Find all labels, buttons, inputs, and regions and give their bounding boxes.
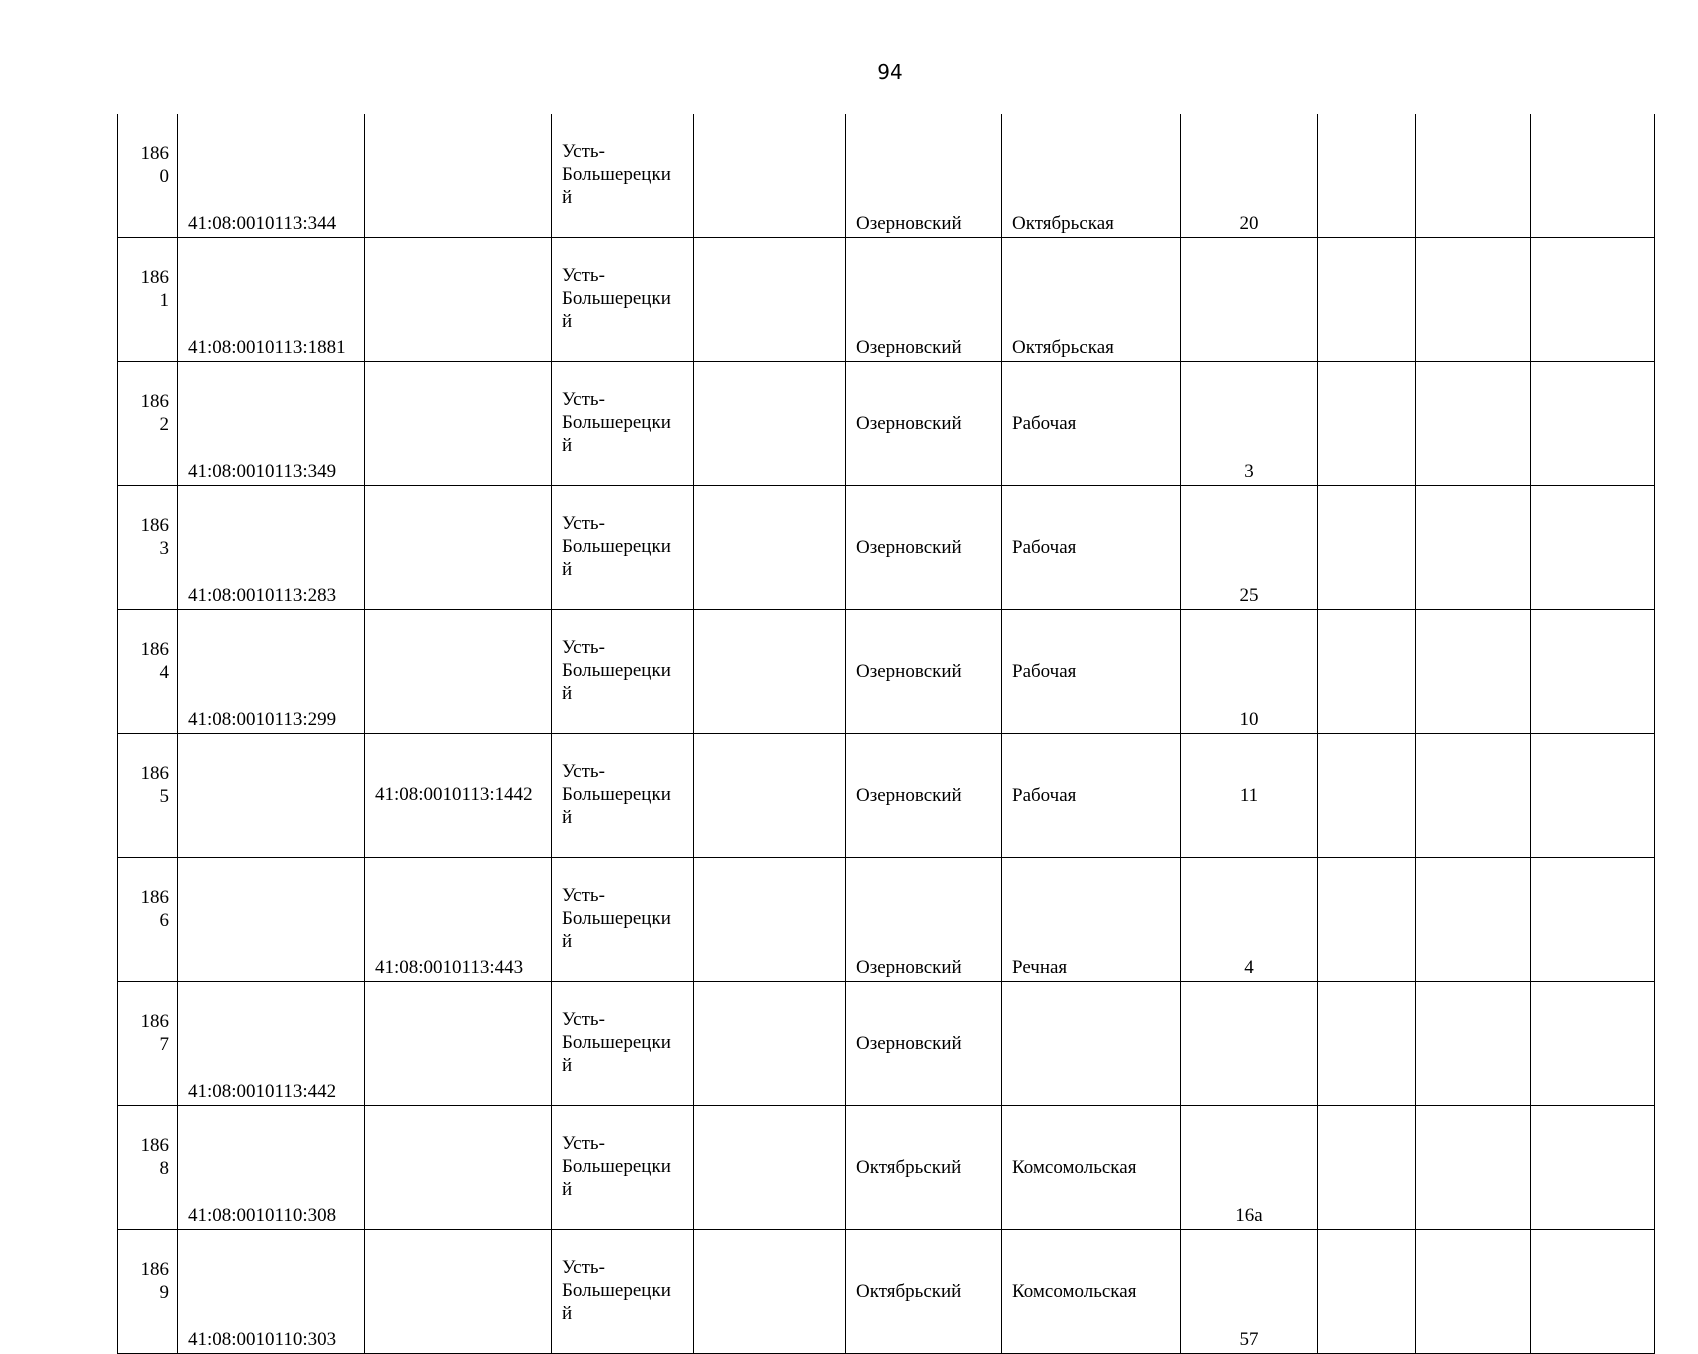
table-row: [118, 610, 1655, 734]
district-line: й: [562, 807, 573, 828]
empty-cell: [1318, 858, 1416, 982]
district-line: й: [562, 435, 573, 456]
district-line: Большерецки: [562, 288, 671, 309]
blank-cell: [694, 486, 846, 610]
house-number-cell: [1181, 238, 1318, 362]
row-number-part: 0: [159, 166, 169, 187]
empty-cell: [1318, 114, 1416, 238]
district-line: Большерецки: [562, 784, 671, 805]
empty-cell: [1531, 1230, 1655, 1354]
empty-cell: [1416, 486, 1531, 610]
district-cell: [552, 362, 694, 486]
district-line: Усть-: [562, 389, 605, 410]
cadastral-number-2-cell: [365, 486, 552, 610]
cadastral-number-cell: 41:08:0010113:349: [178, 362, 365, 486]
row-number-cell: [118, 362, 178, 486]
street-cell: Октябрьская: [1002, 114, 1181, 238]
district-cell: [552, 734, 694, 858]
street-cell: Комсомольская: [1002, 1230, 1181, 1354]
empty-cell: [1416, 238, 1531, 362]
empty-cell: [1531, 486, 1655, 610]
district-line: Усть-: [562, 761, 605, 782]
empty-cell: [1416, 114, 1531, 238]
empty-cell: [1318, 238, 1416, 362]
settlement-cell: Октябрьский: [846, 1230, 1002, 1354]
cadastral-number-2-cell: [365, 1106, 552, 1230]
row-number-part: 6: [159, 910, 169, 931]
row-number-part: 186: [140, 267, 169, 288]
row-number-cell: [118, 858, 178, 982]
blank-cell: [694, 734, 846, 858]
empty-cell: [1531, 362, 1655, 486]
district-line: Большерецки: [562, 1280, 671, 1301]
blank-cell: [694, 362, 846, 486]
empty-cell: [1531, 238, 1655, 362]
blank-cell: [694, 858, 846, 982]
street-cell: Комсомольская: [1002, 1106, 1181, 1230]
house-number-cell: 3: [1181, 362, 1318, 486]
settlement-cell: Озерновский: [846, 362, 1002, 486]
table-row: [118, 858, 1655, 982]
cadastral-number-2-cell: 41:08:0010113:1442: [365, 734, 552, 858]
district-line: Усть-: [562, 1257, 605, 1278]
district-cell: [552, 1106, 694, 1230]
district-line: Усть-: [562, 885, 605, 906]
table-row: [118, 1106, 1655, 1230]
house-number-cell: 4: [1181, 858, 1318, 982]
settlement-cell: Октябрьский: [846, 1106, 1002, 1230]
registry-table: [117, 114, 1655, 1354]
row-number-cell: [118, 610, 178, 734]
cadastral-number-cell: 41:08:0010110:308: [178, 1106, 365, 1230]
district-line: й: [562, 1303, 573, 1324]
empty-cell: [1416, 858, 1531, 982]
street-cell: Речная: [1002, 858, 1181, 982]
settlement-cell: Озерновский: [846, 486, 1002, 610]
row-number-cell: [118, 1230, 178, 1354]
street-cell: Рабочая: [1002, 362, 1181, 486]
house-number-cell: 25: [1181, 486, 1318, 610]
district-cell: [552, 114, 694, 238]
house-number-cell: 20: [1181, 114, 1318, 238]
district-line: Усть-: [562, 1133, 605, 1154]
row-number-part: 186: [140, 143, 169, 164]
table-row: [118, 362, 1655, 486]
empty-cell: [1318, 362, 1416, 486]
row-number-part: 5: [159, 786, 169, 807]
table-row: [118, 238, 1655, 362]
street-cell: Рабочая: [1002, 734, 1181, 858]
district-cell: [552, 238, 694, 362]
row-number-cell: [118, 486, 178, 610]
empty-cell: [1416, 982, 1531, 1106]
street-cell: [1002, 982, 1181, 1106]
blank-cell: [694, 238, 846, 362]
row-number-cell: [118, 982, 178, 1106]
district-cell: [552, 858, 694, 982]
district-line: й: [562, 1055, 573, 1076]
empty-cell: [1531, 114, 1655, 238]
empty-cell: [1318, 610, 1416, 734]
row-number-part: 186: [140, 391, 169, 412]
row-number-part: 186: [140, 1135, 169, 1156]
house-number-cell: 11: [1181, 734, 1318, 858]
cadastral-number-cell: 41:08:0010113:1881: [178, 238, 365, 362]
house-number-cell: 16а: [1181, 1106, 1318, 1230]
district-line: й: [562, 559, 573, 580]
district-line: Усть-: [562, 141, 605, 162]
district-line: Усть-: [562, 513, 605, 534]
empty-cell: [1416, 734, 1531, 858]
cadastral-number-cell: 41:08:0010110:303: [178, 1230, 365, 1354]
row-number-part: 186: [140, 887, 169, 908]
street-cell: Рабочая: [1002, 610, 1181, 734]
row-number-part: 9: [159, 1282, 169, 1303]
blank-cell: [694, 1230, 846, 1354]
cadastral-number-2-cell: 41:08:0010113:443: [365, 858, 552, 982]
cadastral-number-cell: [178, 858, 365, 982]
table-row: [118, 114, 1655, 238]
table-row: [118, 982, 1655, 1106]
table-row: [118, 1230, 1655, 1354]
empty-cell: [1318, 982, 1416, 1106]
empty-cell: [1416, 610, 1531, 734]
district-line: й: [562, 187, 573, 208]
row-number-cell: [118, 734, 178, 858]
district-line: Усть-: [562, 265, 605, 286]
district-line: Большерецки: [562, 412, 671, 433]
row-number-part: 2: [159, 414, 169, 435]
settlement-cell: Озерновский: [846, 858, 1002, 982]
district-cell: [552, 486, 694, 610]
cadastral-number-cell: 41:08:0010113:283: [178, 486, 365, 610]
district-line: Большерецки: [562, 536, 671, 557]
district-line: Большерецки: [562, 164, 671, 185]
cadastral-number-cell: [178, 734, 365, 858]
empty-cell: [1416, 362, 1531, 486]
settlement-cell: Озерновский: [846, 734, 1002, 858]
empty-cell: [1531, 858, 1655, 982]
empty-cell: [1531, 982, 1655, 1106]
district-line: й: [562, 1179, 573, 1200]
street-cell: Октябрьская: [1002, 238, 1181, 362]
cadastral-number-2-cell: [365, 238, 552, 362]
empty-cell: [1318, 734, 1416, 858]
district-cell: [552, 610, 694, 734]
empty-cell: [1531, 734, 1655, 858]
empty-cell: [1318, 1230, 1416, 1354]
row-number-part: 186: [140, 763, 169, 784]
blank-cell: [694, 610, 846, 734]
district-line: Большерецки: [562, 1156, 671, 1177]
row-number-part: 186: [140, 1011, 169, 1032]
district-line: й: [562, 683, 573, 704]
district-line: й: [562, 931, 573, 952]
row-number-part: 186: [140, 515, 169, 536]
settlement-cell: Озерновский: [846, 114, 1002, 238]
row-number-cell: [118, 114, 178, 238]
district-line: й: [562, 311, 573, 332]
settlement-cell: Озерновский: [846, 982, 1002, 1106]
row-number-cell: [118, 238, 178, 362]
district-cell: [552, 1230, 694, 1354]
empty-cell: [1416, 1106, 1531, 1230]
district-line: Усть-: [562, 1009, 605, 1030]
row-number-part: 186: [140, 1259, 169, 1280]
blank-cell: [694, 982, 846, 1106]
settlement-cell: Озерновский: [846, 610, 1002, 734]
empty-cell: [1531, 1106, 1655, 1230]
district-cell: [552, 982, 694, 1106]
district-line: Большерецки: [562, 660, 671, 681]
cadastral-number-2-cell: [365, 362, 552, 486]
empty-cell: [1531, 610, 1655, 734]
district-line: Усть-: [562, 637, 605, 658]
settlement-cell: Озерновский: [846, 238, 1002, 362]
house-number-cell: 57: [1181, 1230, 1318, 1354]
house-number-cell: [1181, 982, 1318, 1106]
table-row: [118, 486, 1655, 610]
page-number: 94: [877, 60, 903, 84]
cadastral-number-cell: 41:08:0010113:442: [178, 982, 365, 1106]
cadastral-number-2-cell: [365, 610, 552, 734]
row-number-part: 8: [159, 1158, 169, 1179]
blank-cell: [694, 1106, 846, 1230]
row-number-part: 1: [159, 290, 169, 311]
row-number-part: 4: [159, 662, 169, 683]
cadastral-number-cell: 41:08:0010113:299: [178, 610, 365, 734]
row-number-part: 3: [159, 538, 169, 559]
empty-cell: [1416, 1230, 1531, 1354]
empty-cell: [1318, 486, 1416, 610]
house-number-cell: 10: [1181, 610, 1318, 734]
empty-cell: [1318, 1106, 1416, 1230]
cadastral-number-cell: 41:08:0010113:344: [178, 114, 365, 238]
row-number-part: 7: [159, 1034, 169, 1055]
district-line: Большерецки: [562, 1032, 671, 1053]
street-cell: Рабочая: [1002, 486, 1181, 610]
row-number-cell: [118, 1106, 178, 1230]
blank-cell: [694, 114, 846, 238]
row-number-part: 186: [140, 639, 169, 660]
cadastral-number-2-cell: [365, 982, 552, 1106]
district-line: Большерецки: [562, 908, 671, 929]
table-row: [118, 734, 1655, 858]
cadastral-number-2-cell: [365, 114, 552, 238]
cadastral-number-2-cell: [365, 1230, 552, 1354]
